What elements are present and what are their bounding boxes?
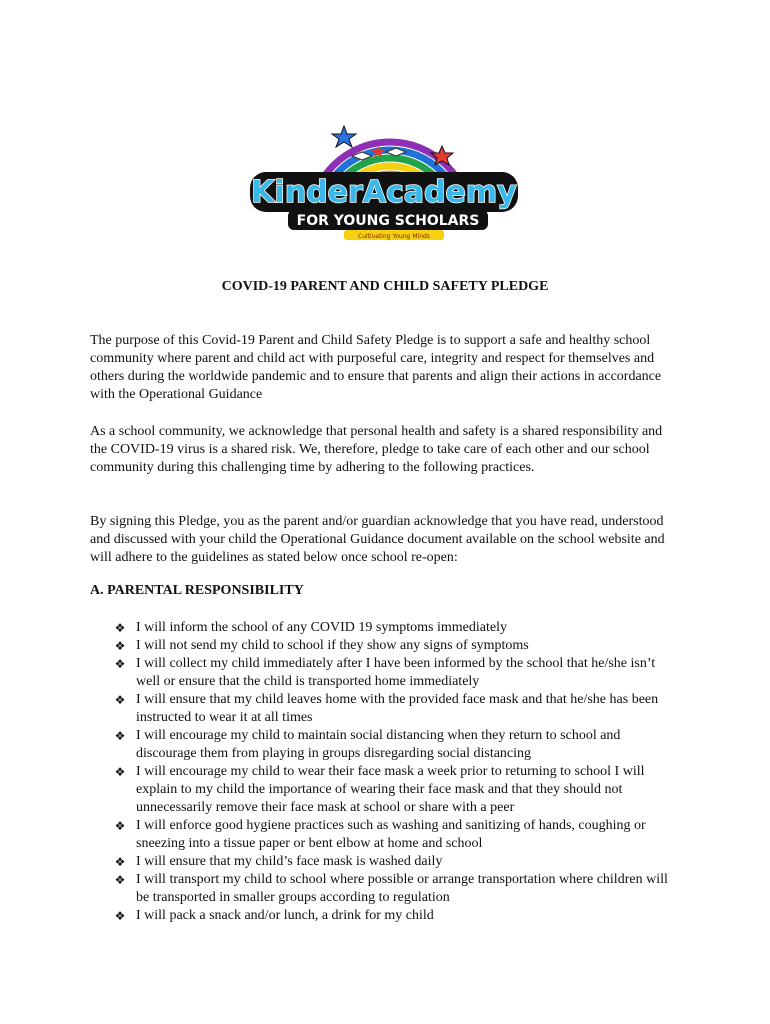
list-item <box>112 619 682 637</box>
list-item-text: I will ensure that my child leaves home with the provided face mask and that he/she has been instructed to wear it at all times <box>136 692 659 725</box>
purpose-paragraph: The purpose of this Covid-19 Parent and Child Safety Pledge is to support a safe and healthy school community where parent and child act with purposeful care, integrity and respect for themselves and others during the worldwide pandemic and to ensure that parents and align their actions in accordance with the Operational Guidance <box>90 333 662 402</box>
diamond-bullet-icon: ❖ <box>114 693 126 707</box>
diamond-bullet-icon: ❖ <box>114 621 126 635</box>
kinder-academy-logo <box>248 122 520 250</box>
list-item <box>112 817 682 853</box>
list-item-text: I will encourage my child to maintain social distancing when they return to school and discourage them from playing in groups disregarding social distancing <box>136 728 621 761</box>
signing-paragraph: By signing this Pledge, you as the parent and/or guardian acknowledge that you have read, understood and discussed with your child the Operational Guidance document available on the school website and will adhere to the guidelines as stated below once school re-open: <box>90 514 665 565</box>
list-item <box>112 655 682 691</box>
section-heading: A. PARENTAL RESPONSIBILITY <box>90 583 304 598</box>
list-item-text: I will enforce good hygiene practices such as washing and sanitizing of hands, coughing or sneezing into a tissue paper or bent elbow at home and school <box>136 818 646 851</box>
diamond-bullet-icon: ❖ <box>114 639 126 653</box>
diamond-bullet-icon: ❖ <box>114 855 126 869</box>
list-item-text: I will collect my child immediately after I have been informed by the school that he/she isn’t well or ensure that the child is transported home immediately <box>136 656 656 689</box>
list-item <box>112 907 682 925</box>
community-paragraph: As a school community, we acknowledge that personal health and safety is a shared responsibility and the COVID-19 virus is a shared risk. We, therefore, pledge to take care of each other and our school community during this challenging time by adhering to the following practices. <box>90 424 663 475</box>
diamond-bullet-icon: ❖ <box>114 765 126 779</box>
list-item <box>112 727 682 763</box>
diamond-bullet-icon: ❖ <box>114 729 126 743</box>
list-item-text: I will inform the school of any COVID 19 symptoms immediately <box>136 620 507 635</box>
blue-star-icon <box>332 126 356 147</box>
list-item <box>112 637 682 655</box>
list-item-text: I will ensure that my child’s face mask is washed daily <box>136 854 443 869</box>
list-item-text: I will encourage my child to wear their face mask a week prior to returning to school I will explain to my child the importance of wearing their face mask and that they should not unnecessarily remove their face mask at school or share with a peer <box>136 764 645 815</box>
list-item-text: I will transport my child to school where possible or arrange transportation where children will be transported in smaller groups according to regulation <box>136 872 668 905</box>
logo-subtitle: FOR YOUNG SCHOLARS <box>296 213 480 229</box>
logo-title: KinderAcademy <box>251 175 517 210</box>
list-item <box>112 853 682 871</box>
diamond-bullet-icon: ❖ <box>114 909 126 923</box>
diamond-bullet-icon: ❖ <box>114 819 126 833</box>
list-item <box>112 763 682 817</box>
responsibility-list <box>112 619 682 925</box>
list-item-text: I will not send my child to school if they show any signs of symptoms <box>136 638 529 653</box>
logo-tagline: Cultivating Young Minds <box>358 233 430 240</box>
document-title: COVID-19 PARENT AND CHILD SAFETY PLEDGE <box>221 279 549 294</box>
diamond-bullet-icon: ❖ <box>114 657 126 671</box>
list-item <box>112 691 682 727</box>
list-item-text: I will pack a snack and/or lunch, a drink for my child <box>136 908 434 923</box>
diamond-bullet-icon: ❖ <box>114 873 126 887</box>
list-item <box>112 871 682 907</box>
